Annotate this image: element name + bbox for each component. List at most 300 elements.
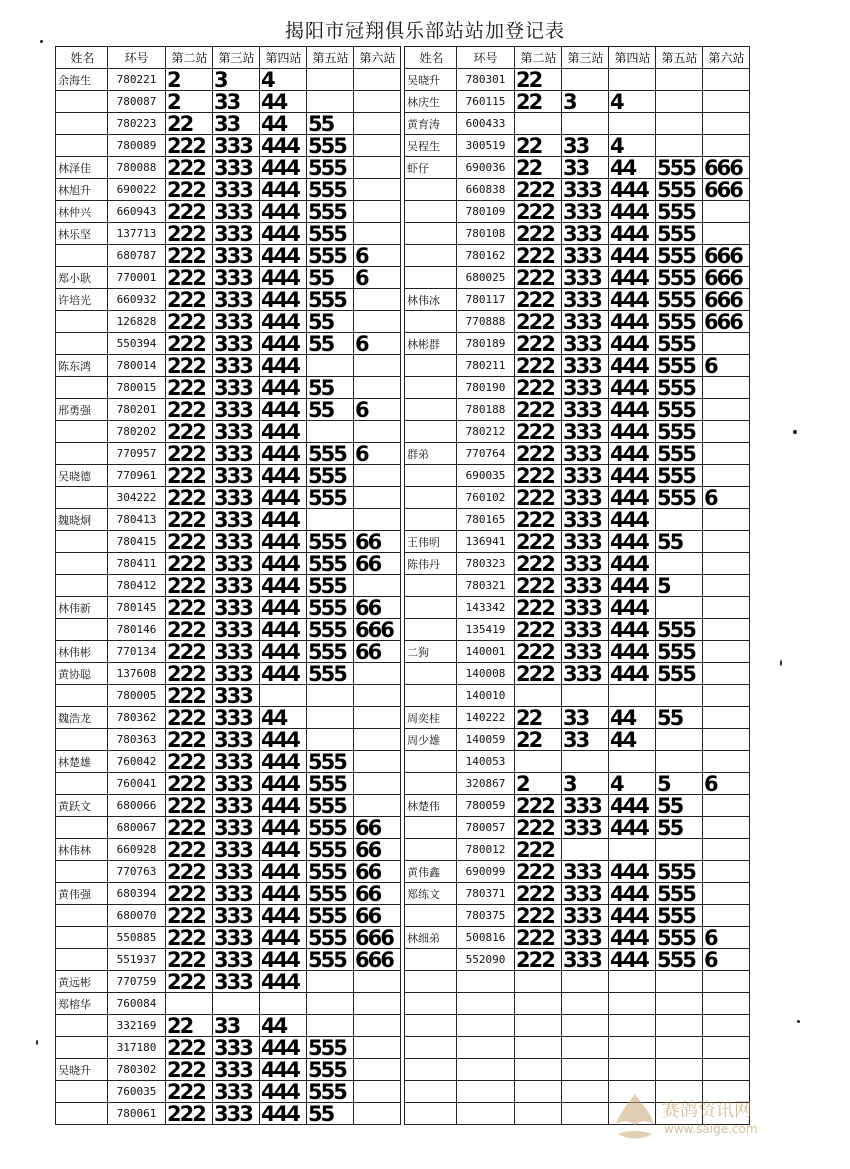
stage-6-mark [703, 465, 750, 487]
stage-3-mark: 333 [213, 685, 260, 707]
stage-3-mark: 33 [213, 113, 260, 135]
row-ring-cell: 780411 [108, 553, 166, 575]
stage-5-mark [307, 421, 354, 443]
row-name-cell: 林伟林 [56, 839, 108, 861]
stage-3-mark: 333 [562, 355, 609, 377]
row-name-cell [56, 1037, 108, 1059]
row-ring-cell: 780190 [457, 377, 515, 399]
stage-5-mark: 555 [307, 1059, 354, 1081]
stage-5-mark: 555 [307, 157, 354, 179]
stage-3-mark: 333 [213, 751, 260, 773]
stage-3-mark: 333 [213, 333, 260, 355]
row-ring-cell: 770961 [108, 465, 166, 487]
stage-3-mark: 333 [562, 861, 609, 883]
stage-5-mark [656, 729, 703, 751]
stage-6-mark [703, 223, 750, 245]
row-ring-cell: 140059 [457, 729, 515, 751]
row-name-cell: 周奕桂 [405, 707, 457, 729]
stage-5-mark: 555 [307, 553, 354, 575]
row-name-cell [405, 773, 457, 795]
stage-4-mark: 444 [260, 927, 307, 949]
stage-2-mark: 22 [515, 135, 562, 157]
stage-2-mark [515, 751, 562, 773]
table-row [405, 487, 750, 509]
stage-6-mark [703, 399, 750, 421]
stage-6-mark [703, 751, 750, 773]
stage-2-mark: 222 [515, 443, 562, 465]
stage-4-mark: 444 [260, 641, 307, 663]
stage-5-mark [307, 69, 354, 91]
row-name-cell [405, 487, 457, 509]
table-row [56, 553, 401, 575]
stage-6-mark: 666 [354, 927, 401, 949]
stage-6-mark [354, 575, 401, 597]
row-ring-cell: 552090 [457, 949, 515, 971]
stage-2-mark: 222 [166, 421, 213, 443]
stage-5-mark: 555 [307, 619, 354, 641]
stage-2-mark: 222 [515, 927, 562, 949]
row-name-cell [405, 421, 457, 443]
stage-2-mark: 222 [166, 553, 213, 575]
stage-5-mark: 55 [656, 707, 703, 729]
stage-2-mark: 2 [515, 773, 562, 795]
stage-4-mark: 444 [260, 773, 307, 795]
stage-6-mark [354, 729, 401, 751]
stage-6-mark: 6 [703, 949, 750, 971]
table-row [405, 751, 750, 773]
stage-3-mark: 333 [562, 509, 609, 531]
row-name-cell: 群弟 [405, 443, 457, 465]
stage-2-mark: 222 [515, 905, 562, 927]
stage-2-mark: 22 [515, 91, 562, 113]
row-ring-cell: 770764 [457, 443, 515, 465]
document-title: 揭阳市冠翔俱乐部站站加登记表 [284, 20, 565, 42]
stage-6-mark [354, 113, 401, 135]
stage-3-mark: 333 [562, 641, 609, 663]
row-ring-cell: 780201 [108, 399, 166, 421]
stage-3-mark: 333 [213, 377, 260, 399]
stage-6-mark [703, 597, 750, 619]
table-row [405, 927, 750, 949]
row-name-cell [405, 1081, 457, 1103]
row-ring-cell: 550885 [108, 927, 166, 949]
stage-5-mark [307, 729, 354, 751]
stage-6-mark [703, 333, 750, 355]
row-name-cell: 魏晓炯 [56, 509, 108, 531]
row-name-cell [405, 817, 457, 839]
row-ring-cell: 770957 [108, 443, 166, 465]
stage-6-mark [354, 1059, 401, 1081]
row-name-cell: 余海生 [56, 69, 108, 91]
row-name-cell: 郑小耿 [56, 267, 108, 289]
table-header-row [56, 47, 401, 69]
table-row [405, 113, 750, 135]
stage-4-mark: 444 [260, 795, 307, 817]
stage-6-mark [354, 311, 401, 333]
stage-3-mark: 333 [213, 223, 260, 245]
table-row [56, 883, 401, 905]
row-ring-cell: 660928 [108, 839, 166, 861]
row-name-cell [405, 619, 457, 641]
row-name-cell: 王伟明 [405, 531, 457, 553]
stage-4-mark: 444 [260, 663, 307, 685]
row-ring-cell: 140010 [457, 685, 515, 707]
stage-6-mark [703, 377, 750, 399]
stage-4-mark: 444 [260, 597, 307, 619]
stage-3-mark: 333 [213, 773, 260, 795]
stage-2-mark: 222 [166, 135, 213, 157]
stage-4-mark: 444 [260, 729, 307, 751]
stage-6-mark: 666 [703, 289, 750, 311]
stage-3-mark: 333 [562, 949, 609, 971]
row-ring-cell: 770763 [108, 861, 166, 883]
stage-3-mark: 333 [562, 443, 609, 465]
stage-5-mark: 555 [656, 443, 703, 465]
row-name-cell [56, 531, 108, 553]
stage-4-mark: 444 [260, 751, 307, 773]
stage-6-mark [354, 377, 401, 399]
stage-3-mark: 3 [562, 91, 609, 113]
stage-6-mark [703, 883, 750, 905]
stage-4-mark [609, 751, 656, 773]
stage-3-mark: 333 [213, 421, 260, 443]
table-row [56, 487, 401, 509]
watermark-url: www.saige.com [664, 1122, 758, 1136]
stage-2-mark [515, 1015, 562, 1037]
stage-3-mark: 333 [213, 927, 260, 949]
table-row [405, 663, 750, 685]
stage-6-mark: 66 [354, 597, 401, 619]
stage-6-mark [354, 135, 401, 157]
stage-4-mark [609, 113, 656, 135]
stage-3-mark: 333 [213, 245, 260, 267]
row-ring-cell: 317180 [108, 1037, 166, 1059]
stage-3-mark: 333 [562, 245, 609, 267]
table-row [405, 905, 750, 927]
stage-2-mark: 222 [166, 861, 213, 883]
stage-3-mark: 333 [562, 817, 609, 839]
row-name-cell: 周少雄 [405, 729, 457, 751]
stage-4-mark [609, 69, 656, 91]
table-row [405, 641, 750, 663]
stage-5-mark [656, 971, 703, 993]
row-name-cell: 林泽佳 [56, 157, 108, 179]
row-ring-cell [457, 1103, 515, 1125]
stage-5-mark: 55 [307, 399, 354, 421]
stage-6-mark: 66 [354, 883, 401, 905]
stage-4-mark: 444 [609, 377, 656, 399]
stage-3-mark: 333 [562, 377, 609, 399]
row-ring-cell: 780223 [108, 113, 166, 135]
stage-6-mark [703, 69, 750, 91]
row-name-cell [405, 949, 457, 971]
stage-2-mark: 222 [166, 531, 213, 553]
stage-4-mark: 444 [609, 861, 656, 883]
row-ring-cell: 780202 [108, 421, 166, 443]
pigeon-logo-icon [610, 1090, 660, 1146]
stage-3-mark: 333 [213, 817, 260, 839]
stage-4-mark: 444 [260, 333, 307, 355]
table-row [405, 883, 750, 905]
stage-3-mark: 333 [213, 597, 260, 619]
row-ring-cell [457, 993, 515, 1015]
stage-2-mark: 222 [166, 333, 213, 355]
stage-4-mark: 444 [260, 575, 307, 597]
row-name-cell [405, 399, 457, 421]
stage-3-mark: 33 [562, 135, 609, 157]
stage-3-mark: 333 [562, 883, 609, 905]
stage-3-mark: 33 [213, 91, 260, 113]
stage-2-mark: 222 [515, 509, 562, 531]
row-ring-cell: 780165 [457, 509, 515, 531]
stage-4-mark: 44 [260, 91, 307, 113]
row-ring-cell: 135419 [457, 619, 515, 641]
row-name-cell [56, 1103, 108, 1125]
stage-5-mark [307, 993, 354, 1015]
row-name-cell: 林伟新 [56, 597, 108, 619]
stage-5-mark [307, 707, 354, 729]
stage-4-mark [609, 971, 656, 993]
table-row [56, 311, 401, 333]
stage-2-mark [515, 685, 562, 707]
row-ring-cell: 600433 [457, 113, 515, 135]
stage-6-mark [703, 531, 750, 553]
table-row [56, 113, 401, 135]
row-name-cell [405, 377, 457, 399]
table-row [56, 971, 401, 993]
row-ring-cell: 660838 [457, 179, 515, 201]
scan-speck [40, 40, 43, 43]
stage-6-mark [354, 91, 401, 113]
stage-5-mark: 555 [656, 223, 703, 245]
row-ring-cell: 680025 [457, 267, 515, 289]
stage-4-mark: 444 [609, 509, 656, 531]
row-ring-cell: 780301 [457, 69, 515, 91]
row-ring-cell: 780108 [457, 223, 515, 245]
row-ring-cell: 760041 [108, 773, 166, 795]
stage-4-mark: 444 [260, 443, 307, 465]
table-row [405, 91, 750, 113]
row-name-cell [56, 1015, 108, 1037]
stage-5-mark: 555 [656, 289, 703, 311]
stage-5-mark: 55 [307, 1103, 354, 1125]
stage-3-mark: 333 [213, 443, 260, 465]
stage-2-mark: 222 [166, 641, 213, 663]
stage-3-mark: 333 [562, 201, 609, 223]
stage-3-mark [562, 1081, 609, 1103]
stage-2-mark: 222 [515, 553, 562, 575]
row-name-cell [56, 135, 108, 157]
stage-3-mark: 333 [562, 795, 609, 817]
stage-5-mark: 555 [656, 311, 703, 333]
row-name-cell [56, 113, 108, 135]
row-name-cell: 黄育涛 [405, 113, 457, 135]
row-name-cell [56, 905, 108, 927]
stage-5-mark: 555 [307, 905, 354, 927]
row-name-cell: 吴晓德 [56, 465, 108, 487]
stage-5-mark: 555 [656, 333, 703, 355]
stage-4-mark: 444 [260, 949, 307, 971]
stage-6-mark [703, 443, 750, 465]
row-name-cell: 黄伟鑫 [405, 861, 457, 883]
stage-2-mark: 222 [515, 597, 562, 619]
stage-3-mark: 333 [562, 333, 609, 355]
stage-3-mark: 333 [562, 927, 609, 949]
stage-5-mark: 5 [656, 575, 703, 597]
row-ring-cell [457, 1059, 515, 1081]
stage-6-mark: 66 [354, 641, 401, 663]
stage-2-mark [166, 993, 213, 1015]
stage-4-mark: 444 [609, 795, 656, 817]
stage-5-mark: 555 [656, 421, 703, 443]
stage-3-mark: 333 [562, 619, 609, 641]
table-row [56, 619, 401, 641]
stage-3-mark: 333 [562, 663, 609, 685]
table-row [405, 267, 750, 289]
row-name-cell [56, 311, 108, 333]
stage-5-mark: 555 [656, 465, 703, 487]
row-ring-cell: 780371 [457, 883, 515, 905]
table-row [56, 949, 401, 971]
stage-4-mark [609, 1037, 656, 1059]
table-row [56, 993, 401, 1015]
stage-6-mark: 66 [354, 839, 401, 861]
table-row [405, 399, 750, 421]
stage-3-mark: 333 [562, 421, 609, 443]
stage-3-mark: 333 [562, 311, 609, 333]
table-row [405, 531, 750, 553]
stage-6-mark [703, 729, 750, 751]
stage-6-mark [703, 971, 750, 993]
stage-3-mark: 333 [213, 531, 260, 553]
row-ring-cell: 780162 [457, 245, 515, 267]
stage-6-mark: 666 [354, 619, 401, 641]
row-ring-cell: 780211 [457, 355, 515, 377]
table-row [405, 971, 750, 993]
table-row [56, 91, 401, 113]
table-row [56, 289, 401, 311]
stage-5-mark: 555 [656, 927, 703, 949]
row-name-cell [56, 861, 108, 883]
stage-6-mark [354, 421, 401, 443]
stage-5-mark [656, 685, 703, 707]
stage-6-mark [703, 1015, 750, 1037]
row-ring-cell: 690099 [457, 861, 515, 883]
stage-5-mark: 555 [307, 201, 354, 223]
table-row [56, 861, 401, 883]
table-row [56, 641, 401, 663]
stage-6-mark [703, 817, 750, 839]
table-row [56, 531, 401, 553]
header-stage-6: 第六站 [703, 47, 750, 69]
row-ring-cell: 780221 [108, 69, 166, 91]
row-name-cell [56, 1081, 108, 1103]
stage-4-mark: 4 [609, 91, 656, 113]
row-ring-cell: 500816 [457, 927, 515, 949]
row-name-cell: 林伟彬 [56, 641, 108, 663]
stage-3-mark: 333 [213, 861, 260, 883]
table-row [56, 597, 401, 619]
stage-2-mark: 222 [166, 1081, 213, 1103]
row-name-cell [405, 1103, 457, 1125]
stage-3-mark: 333 [213, 311, 260, 333]
row-ring-cell: 780087 [108, 91, 166, 113]
stage-2-mark [515, 1103, 562, 1125]
stage-4-mark: 44 [260, 707, 307, 729]
stage-5-mark: 555 [307, 289, 354, 311]
stage-2-mark: 222 [166, 179, 213, 201]
row-name-cell: 林乐坚 [56, 223, 108, 245]
stage-4-mark: 444 [609, 267, 656, 289]
row-ring-cell: 304222 [108, 487, 166, 509]
stage-4-mark: 4 [609, 135, 656, 157]
registration-table-right [404, 46, 750, 1125]
stage-5-mark: 555 [307, 949, 354, 971]
row-ring-cell: 770134 [108, 641, 166, 663]
stage-4-mark: 444 [260, 421, 307, 443]
stage-2-mark: 222 [166, 817, 213, 839]
stage-2-mark: 222 [166, 1103, 213, 1125]
stage-3-mark [562, 971, 609, 993]
row-ring-cell: 780375 [457, 905, 515, 927]
stage-6-mark [354, 223, 401, 245]
row-ring-cell: 760115 [457, 91, 515, 113]
stage-3-mark [562, 1015, 609, 1037]
table-row [56, 839, 401, 861]
stage-6-mark [354, 1015, 401, 1037]
stage-4-mark: 4 [260, 69, 307, 91]
stage-6-mark: 666 [703, 311, 750, 333]
stage-5-mark: 555 [656, 355, 703, 377]
stage-2-mark: 222 [166, 465, 213, 487]
stage-3-mark: 333 [562, 553, 609, 575]
row-ring-cell: 551937 [108, 949, 166, 971]
row-ring-cell: 680067 [108, 817, 166, 839]
stage-2-mark: 222 [166, 1059, 213, 1081]
stage-2-mark: 222 [166, 971, 213, 993]
stage-6-mark [703, 619, 750, 641]
stage-4-mark: 44 [260, 113, 307, 135]
stage-2-mark: 22 [515, 707, 562, 729]
stage-3-mark [562, 69, 609, 91]
stage-5-mark: 555 [307, 135, 354, 157]
stage-5-mark: 555 [307, 839, 354, 861]
stage-6-mark: 6 [703, 355, 750, 377]
table-row [56, 1103, 401, 1125]
stage-3-mark: 333 [213, 355, 260, 377]
stage-3-mark: 333 [562, 597, 609, 619]
stage-6-mark [354, 1037, 401, 1059]
stage-2-mark: 222 [515, 399, 562, 421]
row-name-cell: 吴晓升 [405, 69, 457, 91]
row-ring-cell: 780146 [108, 619, 166, 641]
stage-6-mark [703, 553, 750, 575]
row-name-cell: 魏浩龙 [56, 707, 108, 729]
header-stage-4: 第四站 [609, 47, 656, 69]
stage-5-mark [307, 91, 354, 113]
table-row [56, 707, 401, 729]
row-name-cell: 林楚雄 [56, 751, 108, 773]
stage-6-mark [703, 707, 750, 729]
stage-5-mark: 555 [656, 267, 703, 289]
stage-5-mark: 555 [307, 443, 354, 465]
stage-5-mark [656, 113, 703, 135]
row-ring-cell: 780015 [108, 377, 166, 399]
stage-5-mark: 555 [307, 861, 354, 883]
stage-4-mark: 444 [260, 1059, 307, 1081]
stage-3-mark [562, 1103, 609, 1125]
header-stage-5: 第五站 [656, 47, 703, 69]
